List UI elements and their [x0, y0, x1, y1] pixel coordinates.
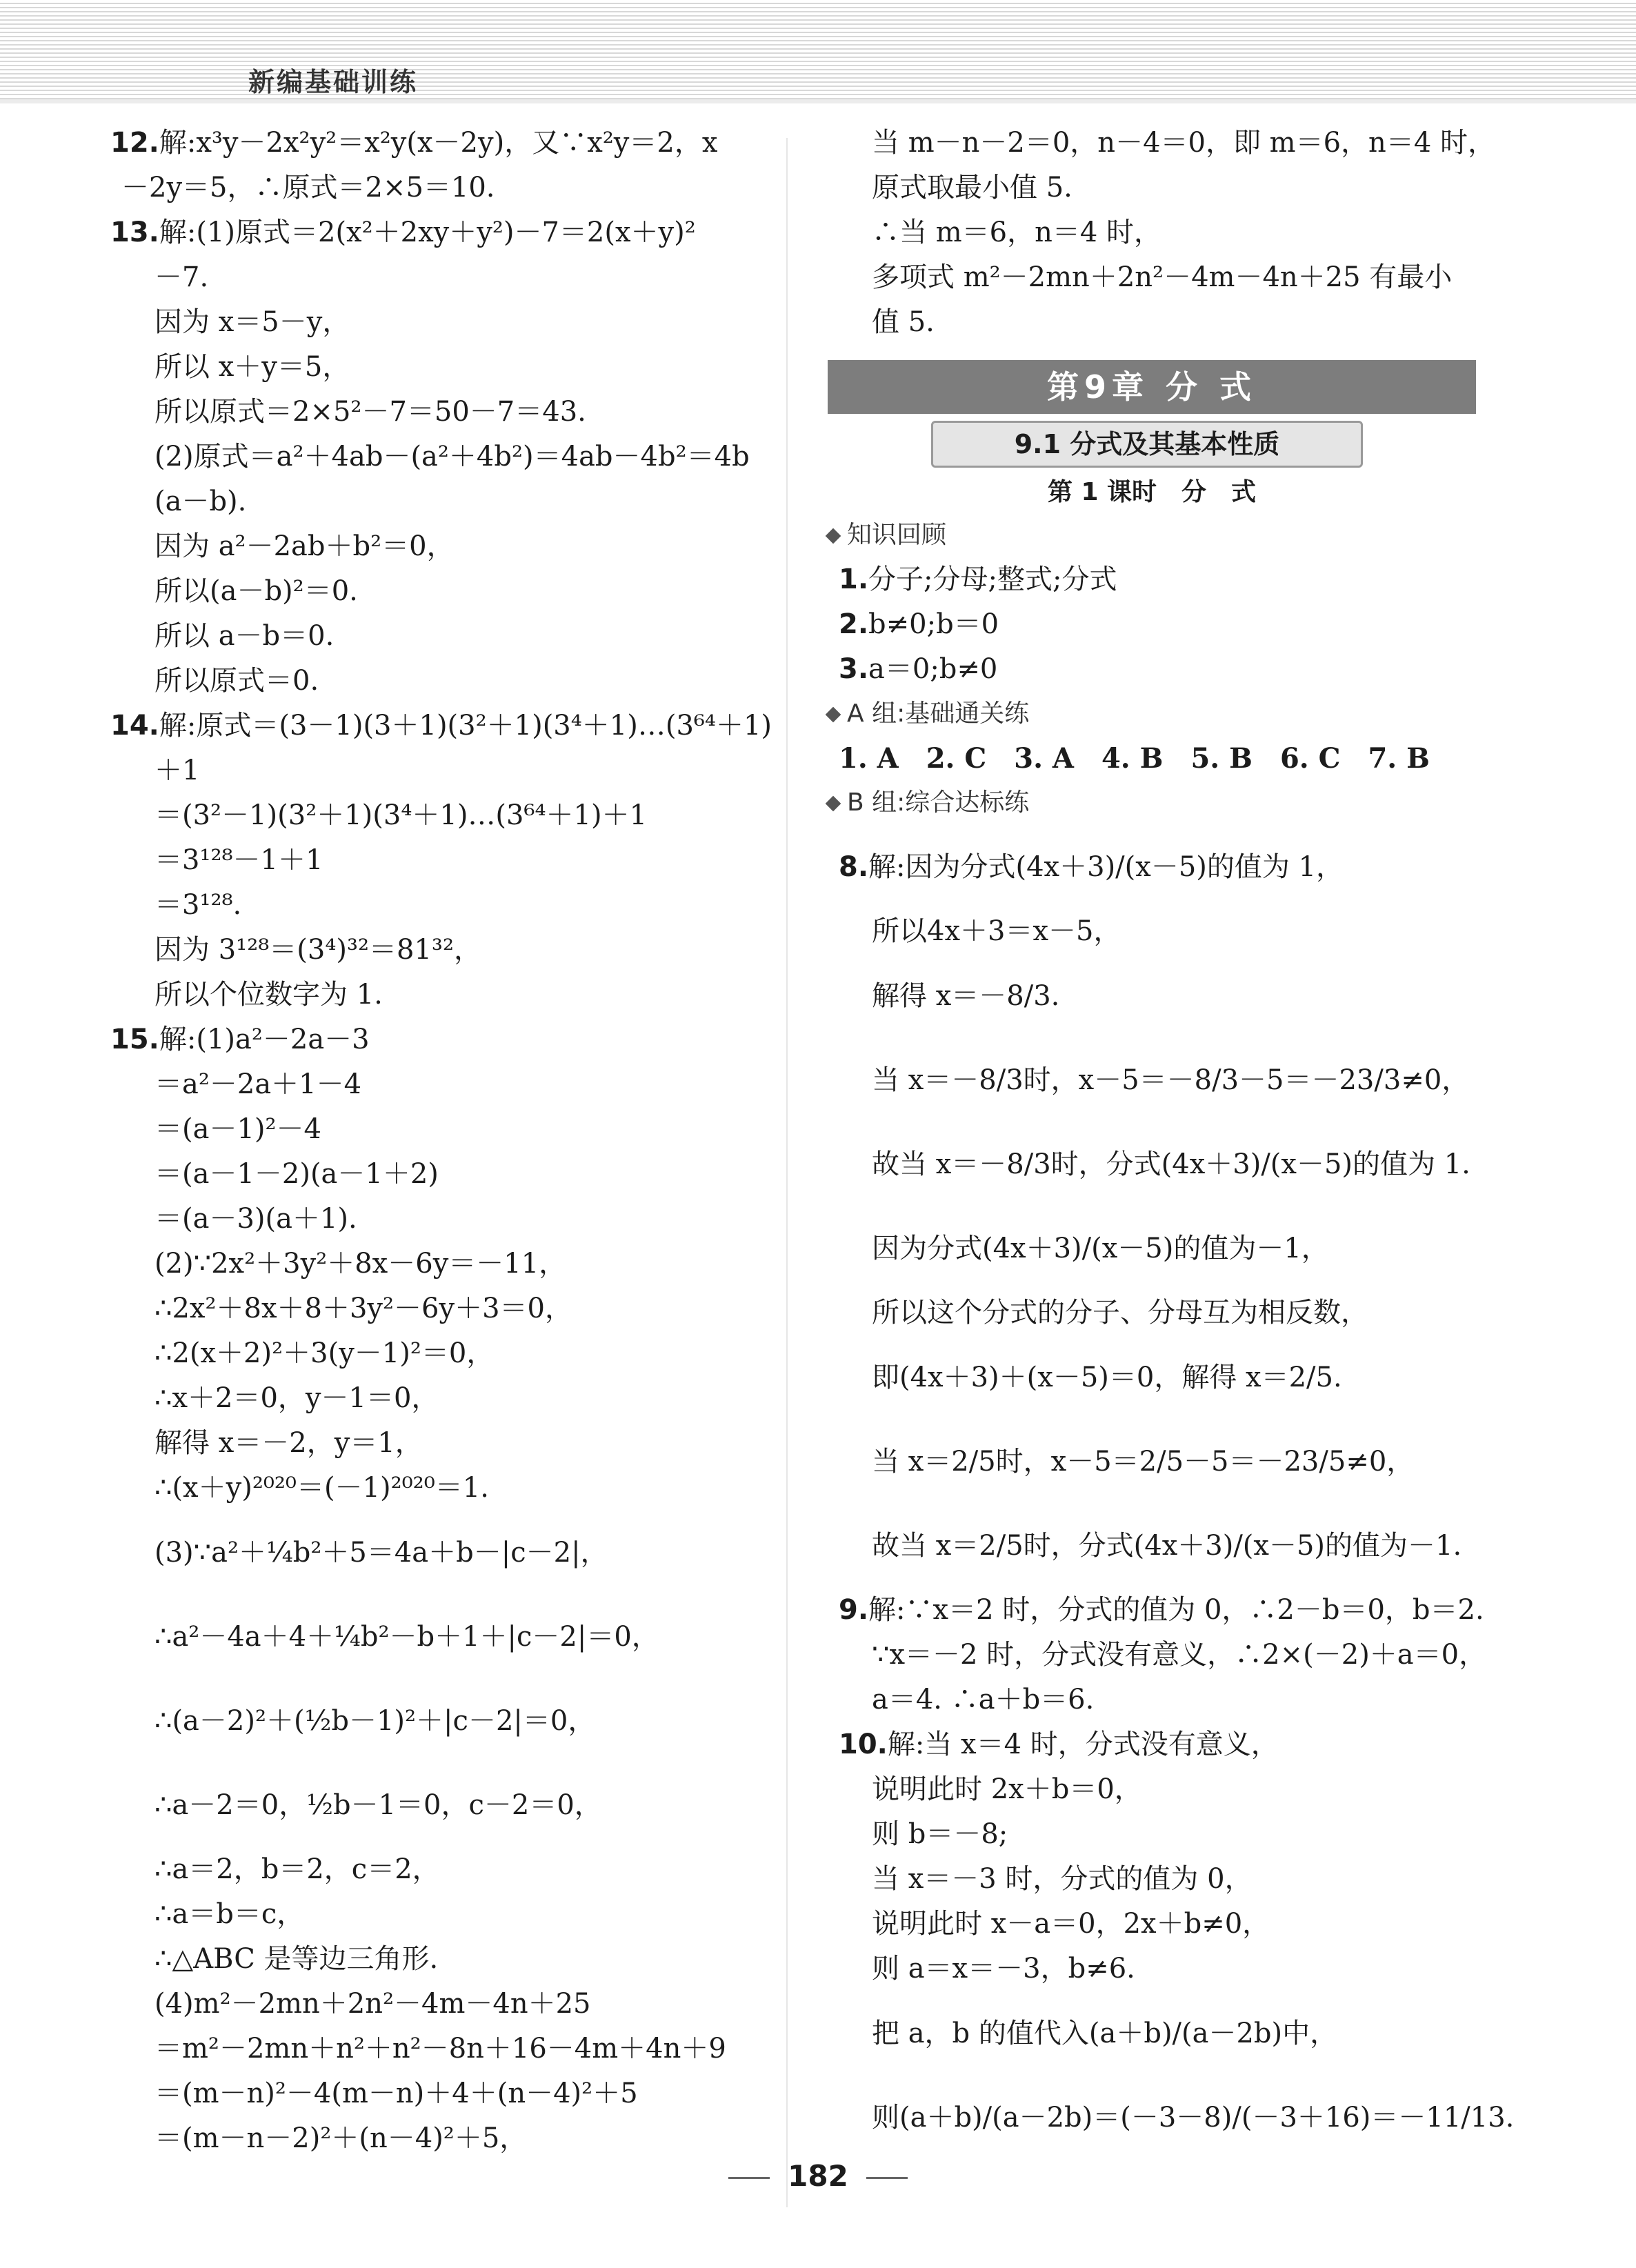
line-text: 当 x＝2/5时，x－5＝2/5－5＝－23/5≠0，	[872, 1446, 1415, 1478]
solution-line	[110, 1847, 766, 1892]
line-text: 解:(1)a²－2a－3	[159, 1024, 370, 1055]
solution-line	[110, 255, 766, 300]
solution-line	[110, 1595, 766, 1679]
line-text: a＝0;b≠0	[868, 653, 998, 685]
line-text: ∴(a－2)²＋(½b－1)²＋|c－2|＝0，	[154, 1705, 596, 1737]
solution-line	[110, 166, 766, 210]
line-text: 所以原式＝0.	[154, 665, 319, 697]
problem-number: 9.	[839, 1594, 869, 1626]
solution-line	[828, 1812, 1559, 1857]
problem-number: 15.	[110, 1024, 159, 1055]
line-text: 即(4x＋3)＋(x－5)＝0，解得 x＝2/5.	[872, 1362, 1342, 1393]
solution-line	[828, 825, 1559, 909]
problem-number: 14.	[110, 710, 159, 742]
review-answer-line	[828, 557, 1559, 602]
solution-line	[110, 435, 766, 479]
line-text: 因为 3¹²⁸＝(3⁴)³²＝81³²，	[154, 934, 482, 966]
solution-line	[110, 1242, 766, 1286]
line-text: 则 b＝－8;	[872, 1818, 1008, 1850]
line-text: ∴a＝2，b＝2，c＝2，	[154, 1853, 440, 1885]
solution-line	[828, 1291, 1559, 1335]
group-b-solutions	[828, 825, 1559, 2160]
line-text: (2)原式＝a²＋4ab－(a²＋4b²)＝4ab－4b²＝4b	[154, 441, 750, 472]
solution-line	[828, 909, 1559, 954]
lesson-title: 第 1 课时 分 式	[1047, 478, 1257, 506]
solution-line	[110, 1017, 766, 1062]
review-answer-line	[828, 602, 1559, 647]
problem-number: 2.	[839, 608, 869, 640]
line-text: 当 x＝－8/3时，x－5＝－8/3－5＝－23/3≠0，	[872, 1064, 1470, 1096]
solution-line	[110, 390, 766, 435]
solution-line	[110, 1376, 766, 1421]
line-text: (4)m²－2mn＋2n²－4m－4n＋25	[154, 1988, 591, 2020]
problem-number: 1.	[839, 564, 869, 595]
line-text: 当 x＝－3 时，分式的值为 0，	[872, 1863, 1253, 1895]
solution-line	[110, 1062, 766, 1107]
line-text: b≠0;b＝0	[868, 608, 999, 640]
line-text: ∵x＝－2 时，分式没有意义，∴2×(－2)＋a＝0，	[872, 1639, 1487, 1671]
solution-line	[110, 479, 766, 524]
solution-line	[110, 928, 766, 973]
solution-line	[110, 973, 766, 1017]
column-divider	[786, 138, 788, 2207]
problem-number: 12.	[110, 127, 159, 159]
left-column	[110, 121, 772, 2161]
group-a-answers: 1. A 2. C 3. A 4. B 5. B 6. C 7. B	[839, 742, 1430, 775]
line-text: ＝(a－1－2)(a－1＋2)	[154, 1158, 439, 1190]
solution-line	[110, 614, 766, 659]
solution-line	[828, 1504, 1559, 1588]
solution-line: 多项式 m²－2mn＋2n²－4m－4n＋25 有最小	[872, 261, 1453, 293]
solution-line	[110, 793, 766, 838]
line-text: 说明此时 2x＋b＝0，	[872, 1773, 1142, 1805]
group-heading-review: 知识回顾	[828, 513, 1559, 557]
line-text: 因为 x＝5－y，	[154, 306, 350, 338]
solution-line	[828, 1633, 1559, 1678]
solution-line: ∴当 m＝6，n＝4 时，	[872, 217, 1162, 248]
solution-line	[828, 1991, 1559, 2076]
line-text: ∴a＝b＝c，	[154, 1898, 305, 1930]
solution-line	[828, 1122, 1559, 1206]
line-text: 分子;分母;整式;分式	[868, 564, 1117, 595]
line-text: ＝(a－1)²－4	[154, 1113, 321, 1145]
right-column	[828, 121, 1559, 2160]
line-text: 解:当 x＝4 时，分式没有意义，	[887, 1729, 1279, 1760]
review-answer-line	[828, 647, 1559, 692]
chapter-title-bar: 第9章 分 式	[828, 360, 1476, 414]
diamond-bullet-icon	[826, 528, 841, 544]
solution-line	[828, 1038, 1559, 1122]
page-number: 182	[788, 2159, 848, 2193]
solution-line	[110, 1982, 766, 2027]
solution-line	[110, 1421, 766, 1466]
solution-line	[828, 1722, 1559, 1767]
problem-number: 3.	[839, 653, 869, 685]
solution-line: 值 5.	[872, 306, 935, 338]
line-text: ∴△ABC 是等边三角形.	[154, 1943, 439, 1975]
line-text: ∴a－2＝0，½b－1＝0，c－2＝0，	[154, 1789, 602, 1821]
diamond-bullet-icon	[826, 707, 841, 723]
line-text: ＝a²－2a＋1－4	[154, 1068, 362, 1100]
solution-line	[828, 1857, 1559, 1902]
solution-line	[828, 1420, 1559, 1504]
solution-line	[110, 704, 772, 748]
line-text: 所以4x＋3＝x－5，	[872, 915, 1121, 947]
line-text: (2)∵2x²＋3y²＋8x－6y＝－11，	[154, 1248, 567, 1280]
solution-line	[110, 569, 766, 614]
solution-line	[110, 345, 766, 390]
solution-line	[828, 954, 1559, 1038]
line-text: 故当 x＝－8/3时，分式(4x＋3)/(x－5)的值为 1.	[872, 1148, 1470, 1180]
line-text: 把 a，b 的值代入(a＋b)/(a－2b)中，	[872, 2018, 1338, 2049]
line-text: ∴a²－4a＋4＋¼b²－b＋1＋|c－2|＝0，	[154, 1621, 659, 1653]
solution-line	[828, 1767, 1559, 1812]
line-text: 所以个位数字为 1.	[154, 979, 383, 1011]
solution-line	[110, 1197, 766, 1242]
group-heading-a: A 组:基础通关练	[828, 692, 1559, 736]
line-text: 所以这个分式的分子、分母互为相反数，	[872, 1297, 1368, 1329]
problem-number: 8.	[839, 851, 869, 883]
solution-line	[110, 1107, 766, 1152]
page-footer	[0, 2159, 1636, 2193]
solution-line	[110, 1152, 766, 1197]
solution-line	[110, 1937, 766, 1982]
solution-line	[828, 1588, 1559, 1633]
line-text: 因为 a²－2ab＋b²＝0，	[154, 530, 455, 562]
line-text: 故当 x＝2/5时，分式(4x＋3)/(x－5)的值为－1.	[872, 1530, 1462, 1562]
line-text: 解:原式＝(3－1)(3＋1)(3²＋1)(3⁴＋1)…(3⁶⁴＋1)	[159, 710, 772, 742]
solution-line	[828, 1335, 1559, 1420]
line-text: ＝3¹²⁸－1＋1	[154, 844, 323, 876]
solution-line	[828, 2076, 1559, 2160]
line-text: a＝4. ∴a＋b＝6.	[872, 1684, 1095, 1715]
line-text: ＋1	[154, 755, 200, 786]
line-text: (3)∵a²＋¼b²＋5＝4a＋b－|c－2|，	[154, 1537, 608, 1569]
line-text: －2y＝5，∴原式＝2×5＝10.	[121, 172, 495, 203]
line-text: 则(a＋b)/(a－2b)＝(－3－8)/(－3＋16)＝－11/13.	[872, 2102, 1515, 2133]
solution-15-continued	[828, 121, 1559, 345]
problem-number: 13.	[110, 217, 159, 248]
solution-line	[110, 1679, 766, 1763]
diamond-bullet-icon	[826, 796, 841, 812]
group-heading-b: B 组:综合达标练	[828, 781, 1559, 825]
solution-line	[110, 2027, 766, 2071]
line-text: 所以(a－b)²＝0.	[154, 575, 358, 607]
solution-line	[828, 1206, 1559, 1291]
line-text: 因为分式(4x＋3)/(x－5)的值为－1，	[872, 1233, 1329, 1264]
line-text: 所以原式＝2×5²－7＝50－7＝43.	[154, 396, 586, 428]
line-text: 解得 x＝－2，y＝1，	[154, 1427, 423, 1459]
solution-line	[110, 1511, 766, 1595]
solution-line	[828, 1902, 1559, 1947]
solution-line: 当 m－n－2＝0，n－4＝0，即 m＝6，n＝4 时，	[872, 127, 1495, 159]
line-text: ＝(m－n)²－4(m－n)＋4＋(n－4)²＋5	[154, 2078, 638, 2109]
solution-line	[110, 659, 766, 704]
line-text: 解:(1)原式＝2(x²＋2xy＋y²)－7＝2(x＋y)²	[159, 217, 696, 248]
solution-line	[110, 210, 766, 255]
line-text: 解得 x＝－8/3.	[872, 980, 1060, 1012]
solution-line	[110, 1892, 766, 1937]
line-text: ＝m²－2mn＋n²＋n²－8n＋16－4m＋4n＋9	[154, 2033, 726, 2065]
line-text: －7.	[154, 261, 209, 293]
solution-line: 原式取最小值 5.	[872, 172, 1073, 203]
solution-line	[110, 121, 766, 166]
solution-line	[828, 1947, 1559, 1991]
line-text: ∴(x＋y)²⁰²⁰＝(－1)²⁰²⁰＝1.	[154, 1472, 489, 1504]
line-text: ＝(m－n－2)²＋(n－4)²＋5，	[154, 2122, 528, 2154]
solution-line	[110, 300, 766, 345]
solution-line	[110, 524, 766, 569]
line-text: ＝3¹²⁸.	[154, 889, 242, 921]
line-text: ∴2(x＋2)²＋3(y－1)²＝0，	[154, 1337, 495, 1369]
line-text: 所以 x＋y＝5，	[154, 351, 350, 383]
running-header-title: 新编基础训练	[248, 67, 419, 97]
solution-line	[110, 883, 766, 928]
line-text: ∴2x²＋8x＋8＋3y²－6y＋3＝0，	[154, 1293, 572, 1324]
solution-line	[110, 748, 766, 793]
solution-line	[110, 2116, 766, 2161]
line-text: (a－b).	[154, 486, 247, 517]
line-text: 解:∵x＝2 时，分式的值为 0，∴2－b＝0，b＝2.	[868, 1594, 1484, 1626]
solution-line	[110, 1466, 766, 1511]
solution-line	[110, 1286, 766, 1331]
problem-number: 10.	[839, 1729, 888, 1760]
line-text: ＝(a－3)(a＋1).	[154, 1203, 357, 1235]
header-band	[0, 0, 1636, 103]
line-text: 所以 a－b＝0.	[154, 620, 335, 652]
solution-line	[110, 1763, 766, 1847]
section-title: 9.1 分式及其基本性质	[931, 421, 1363, 468]
line-text: ＝(3²－1)(3²＋1)(3⁴＋1)…(3⁶⁴＋1)＋1	[154, 799, 648, 831]
review-answers	[828, 557, 1559, 692]
line-text: 说明此时 x－a＝0，2x＋b≠0，	[872, 1908, 1270, 1940]
line-text: 则 a＝x＝－3，b≠6.	[872, 1953, 1135, 1984]
line-text: 解:因为分式(4x＋3)/(x－5)的值为 1，	[868, 851, 1344, 883]
solution-line	[110, 1331, 766, 1376]
line-text: ∴x＋2＝0，y－1＝0，	[154, 1382, 439, 1414]
solution-line	[110, 2071, 766, 2116]
line-text: 解:x³y－2x²y²＝x²y(x－2y)，又∵x²y＝2，x	[159, 127, 718, 159]
solution-line	[828, 1678, 1559, 1722]
solution-line	[110, 838, 766, 883]
